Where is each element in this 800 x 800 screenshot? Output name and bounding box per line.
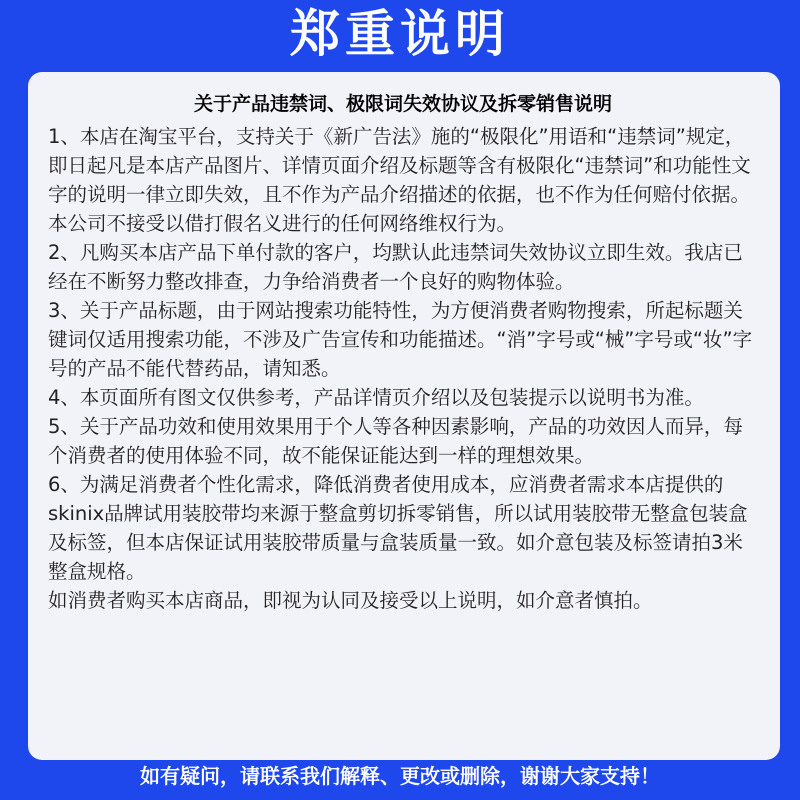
statement-paragraph-2: 2、凡购买本店产品下单付款的客户，均默认此违禁词失效协议立即生效。我店已经在不断努力整改排查，力争给消费者一个良好的购物体验。 — [48, 241, 743, 293]
statement-paragraph-5: 5、关于产品功效和使用效果用于个人等各种因素影响，产品的功效因人而异，每个消费者的使用体验不同，故不能保证能达到一样的理想效果。 — [48, 415, 743, 467]
statement-paragraph-6: 6、为满足消费者个性化需求，降低消费者使用成本，应消费者需求本店提供的skinix品牌试用装胶带均来源于整盒剪切拆零销售，所以试用装胶带无整盒包装盒及标签，但本店保证试用装胶带质量与盒装质量一致。如介意包装及标签请拍3米整盒规格。 — [48, 473, 748, 583]
statement-body — [48, 122, 758, 615]
statement-heading: 关于产品违禁词、极限词失效协议及拆零销售说明 — [193, 93, 612, 115]
footer-contact-note: 如有疑问，请联系我们解释、更改或删除，谢谢大家支持！ — [140, 764, 660, 788]
statement-paragraph-4: 4、本页面所有图文仅供参考，产品详情页介绍以及包装提示以说明书为准。 — [48, 386, 704, 409]
statement-paragraph-3: 3、关于产品标题，由于网站搜索功能特性，为方便消费者购物搜索，所起标题关键词仅适用搜索功能，不涉及广告宣传和功能描述。“消”字号或“械”字号或“妆”字号的产品不能代替药品，请知悉。 — [48, 299, 753, 380]
statement-card — [28, 72, 780, 760]
statement-paragraph-1: 1、本店在淘宝平台，支持关于《新广告法》施的“极限化”用语和“违禁词”规定，即日起凡是本店产品图片、详情页面介绍及标题等含有极限化“违禁词”和功能性文字的说明一律立即失效，且不作为产品介绍描述的依据，也不作为任何赔付依据。本公司不接受以借打假名义进行的任何网络维权行为。 — [48, 125, 751, 235]
page-title: 郑重说明 — [290, 5, 510, 63]
statement-closing: 如消费者购买本店商品，即视为认同及接受以上说明，如介意者慎拍。 — [48, 589, 653, 612]
